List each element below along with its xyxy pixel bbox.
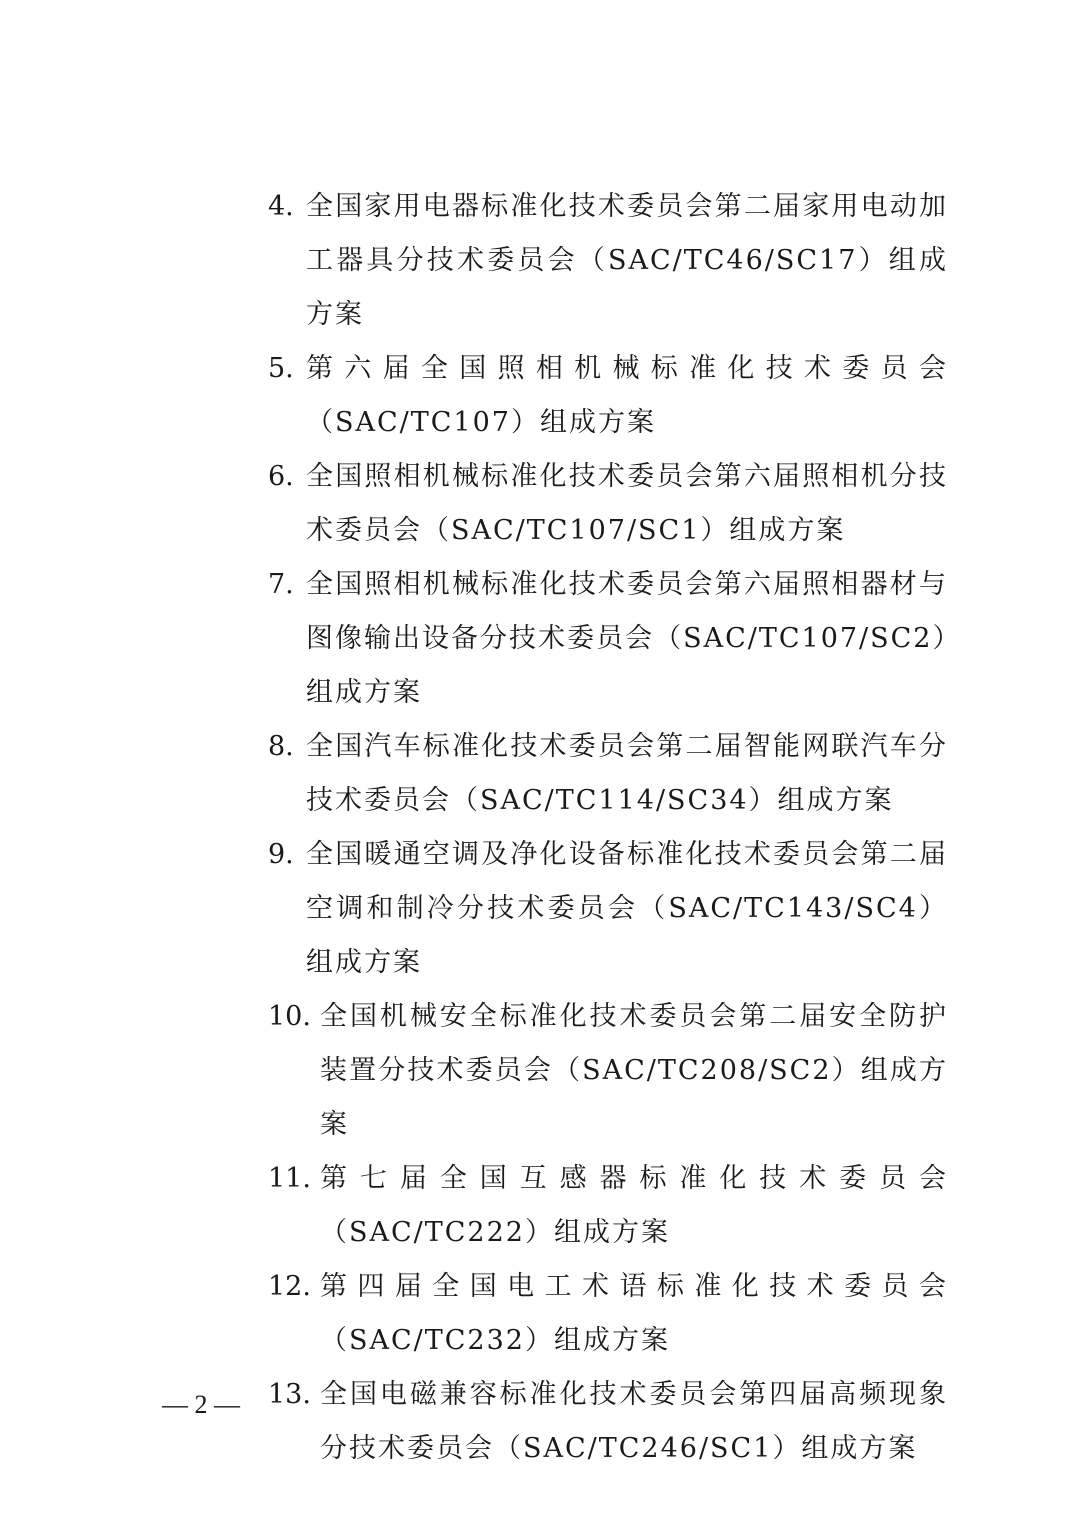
item-text: 全国机械安全标准化技术委员会第二届安全防护装置分技术委员会（SAC/TC208/SC2）组成方案 xyxy=(320,1001,948,1140)
item-text: 全国家用电器标准化技术委员会第二届家用电动加工器具分技术委员会（SAC/TC46/SC17）组成方案 xyxy=(306,191,948,330)
list-item xyxy=(268,342,948,450)
list-item xyxy=(268,720,948,828)
list-item xyxy=(268,450,948,558)
item-text: 全国照相机械标准化技术委员会第六届照相器材与图像输出设备分技术委员会（SAC/TC107/SC2）组成方案 xyxy=(306,569,948,708)
item-number: 12. xyxy=(268,1271,311,1302)
list-item xyxy=(268,180,948,342)
item-number: 5. xyxy=(268,353,294,384)
committee-list xyxy=(268,180,948,1476)
page-number: — 2 — xyxy=(162,1390,240,1419)
list-item xyxy=(268,1152,948,1260)
list-item xyxy=(268,1368,948,1476)
item-text: 第四届全国电工术语标准化技术委员会（SAC/TC232）组成方案 xyxy=(320,1271,948,1356)
item-number: 4. xyxy=(268,191,294,222)
item-number: 8. xyxy=(268,731,294,762)
item-number: 10. xyxy=(268,1001,311,1032)
item-number: 13. xyxy=(268,1379,311,1410)
item-text: 全国电磁兼容标准化技术委员会第四届高频现象分技术委员会（SAC/TC246/SC1）组成方案 xyxy=(320,1379,948,1464)
item-text: 第六届全国照相机械标准化技术委员会（SAC/TC107）组成方案 xyxy=(306,353,948,438)
list-item xyxy=(268,990,948,1152)
list-item xyxy=(268,1260,948,1368)
item-text: 全国汽车标准化技术委员会第二届智能网联汽车分技术委员会（SAC/TC114/SC34）组成方案 xyxy=(306,731,948,816)
item-text: 全国照相机械标准化技术委员会第六届照相机分技术委员会（SAC/TC107/SC1）组成方案 xyxy=(306,461,948,546)
list-item xyxy=(268,558,948,720)
item-number: 11. xyxy=(268,1163,311,1194)
item-text: 全国暖通空调及净化设备标准化技术委员会第二届空调和制冷分技术委员会（SAC/TC143/SC4）组成方案 xyxy=(306,839,948,978)
item-number: 9. xyxy=(268,839,294,870)
item-number: 6. xyxy=(268,461,294,492)
item-text: 第七届全国互感器标准化技术委员会（SAC/TC222）组成方案 xyxy=(320,1163,948,1248)
list-item xyxy=(268,828,948,990)
item-number: 7. xyxy=(268,569,294,600)
